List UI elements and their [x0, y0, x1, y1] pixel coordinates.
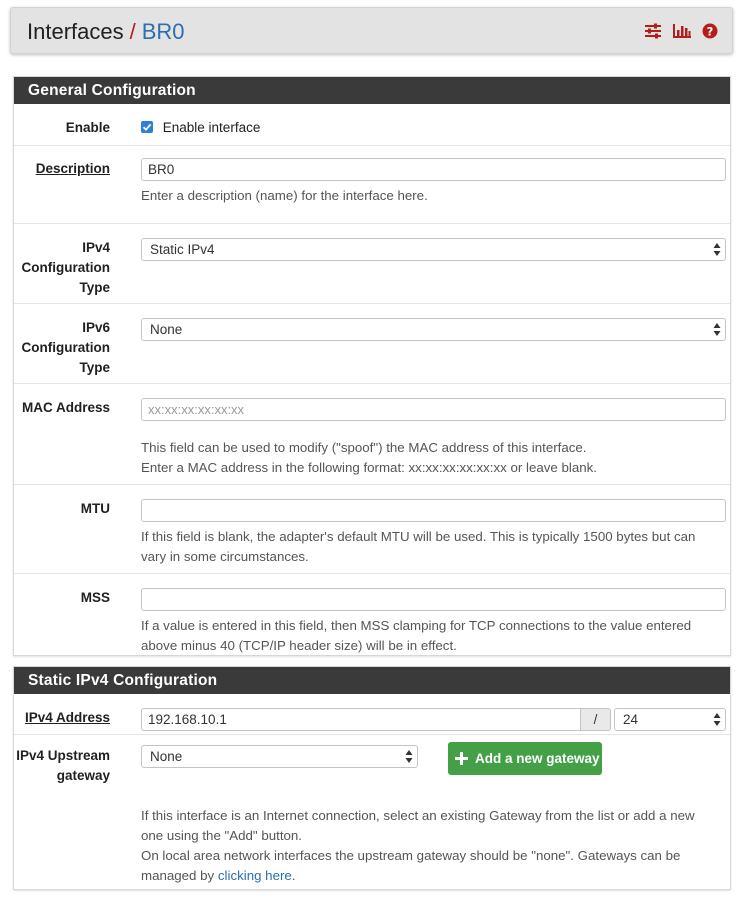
enable-checkbox[interactable]	[141, 121, 153, 133]
select-arrows-icon	[713, 712, 721, 727]
general-configuration-panel	[13, 76, 731, 656]
gateway-label-line1: IPv4 Upstream	[16, 748, 110, 763]
description-help: Enter a description (name) for the interface here.	[141, 188, 428, 203]
svg-text:?: ?	[706, 24, 714, 39]
gateway-help-line4	[141, 866, 731, 886]
ipv6-type-select[interactable]	[141, 318, 726, 341]
breadcrumb-separator: /	[129, 19, 136, 44]
row-mtu	[14, 485, 730, 574]
ipv4-type-select-value: Static IPv4	[150, 242, 215, 257]
panel-title: Static IPv4 Configuration	[14, 667, 730, 694]
row-ipv4-address	[14, 694, 730, 735]
ipv4-gateway-value: None	[150, 749, 183, 764]
ipv4-prefix-select[interactable]	[614, 708, 726, 731]
ipv6-type-label-line3: Type	[79, 360, 110, 375]
gateway-help-line3: On local area network interfaces the upstream gateway should be "none". Gateways can be	[141, 848, 681, 863]
mss-input[interactable]	[141, 588, 726, 611]
mss-help	[141, 616, 726, 656]
add-gateway-label: Add a new gateway	[475, 751, 600, 766]
mtu-help-line2: vary in some circumstances.	[141, 549, 309, 564]
mac-address-label: MAC Address	[21, 400, 110, 415]
row-ipv6-type	[14, 304, 730, 384]
row-enable	[14, 104, 730, 146]
gateway-help-line2: one using the "Add" button.	[141, 828, 302, 843]
ipv4-type-label-line1: IPv4	[82, 240, 110, 255]
mac-address-input[interactable]: xx:xx:xx:xx:xx:xx	[141, 398, 726, 421]
mtu-help-line1: If this field is blank, the adapter's default MTU will be used. This is typically 1500 bytes but can	[141, 529, 696, 544]
ipv4-address-label: IPv4 Address	[24, 710, 110, 725]
row-mss	[14, 574, 730, 662]
bar-chart-icon[interactable]	[672, 23, 692, 39]
row-ipv4-type	[14, 224, 730, 304]
description-label: Description	[35, 161, 110, 176]
ipv6-type-select-value: None	[150, 322, 183, 337]
enable-label: Enable	[65, 120, 110, 135]
mac-help-line1: This field can be used to modify ("spoof") the MAC address of this interface.	[141, 440, 587, 455]
ipv4-type-label-line3: Type	[79, 280, 110, 295]
ipv4-type-label-line2: Configuration	[21, 260, 110, 275]
description-input[interactable]: BR0	[141, 158, 726, 181]
ipv6-type-label-line2: Configuration	[21, 340, 110, 355]
static-ipv4-panel	[13, 666, 731, 890]
gateway-help-line4-post: .	[291, 868, 296, 883]
ipv6-type-label-line1: IPv6	[82, 320, 110, 335]
gateway-help-line1: If this interface is an Internet connection, select an existing Gateway from the list or add a new	[141, 808, 695, 823]
ipv4-prefix-value: 24	[623, 712, 639, 727]
clicking-here-link[interactable]: clicking here	[217, 868, 292, 883]
sliders-icon[interactable]	[644, 23, 662, 39]
mtu-input[interactable]	[141, 499, 726, 522]
ipv4-gateway-select[interactable]	[141, 745, 418, 768]
mtu-help	[141, 527, 726, 567]
mss-label: MSS	[80, 590, 110, 605]
gateway-help	[141, 806, 731, 886]
gateway-label-line2: gateway	[56, 768, 110, 783]
mtu-label: MTU	[80, 501, 110, 516]
mac-address-help	[141, 438, 726, 478]
help-icon[interactable]	[702, 23, 718, 39]
ipv6-type-label	[22, 318, 110, 378]
ipv4-address-input[interactable]: 192.168.10.1	[141, 708, 581, 731]
plus-icon	[455, 752, 468, 765]
ipv4-type-select[interactable]	[141, 238, 726, 261]
mss-help-line1: If a value is entered in this field, then MSS clamping for TCP connections to the value entered	[141, 618, 692, 633]
gateway-help-line4-pre: managed by	[141, 868, 218, 883]
select-arrows-icon	[405, 749, 413, 764]
enable-checkbox-label[interactable]: Enable interface	[162, 120, 261, 135]
row-description	[14, 146, 730, 224]
ipv4-type-label	[22, 238, 110, 298]
select-arrows-icon	[713, 242, 721, 257]
ipv4-address-separator: /	[580, 708, 611, 731]
add-gateway-button[interactable]	[448, 742, 602, 775]
row-mac-address	[14, 384, 730, 485]
mac-help-line2: Enter a MAC address in the following format: xx:xx:xx:xx:xx:xx or leave blank.	[141, 460, 597, 475]
select-arrows-icon	[713, 322, 721, 337]
page-header	[10, 7, 733, 54]
mss-help-line2: above minus 40 (TCP/IP header size) will be in effect.	[141, 638, 457, 653]
ipv4-gateway-label	[16, 746, 110, 786]
panel-title: General Configuration	[14, 77, 730, 104]
breadcrumb-current[interactable]: BR0	[141, 19, 185, 44]
row-ipv4-upstream-gateway	[14, 735, 730, 890]
breadcrumb-interfaces[interactable]: Interfaces	[27, 19, 124, 44]
breadcrumb	[27, 19, 185, 45]
